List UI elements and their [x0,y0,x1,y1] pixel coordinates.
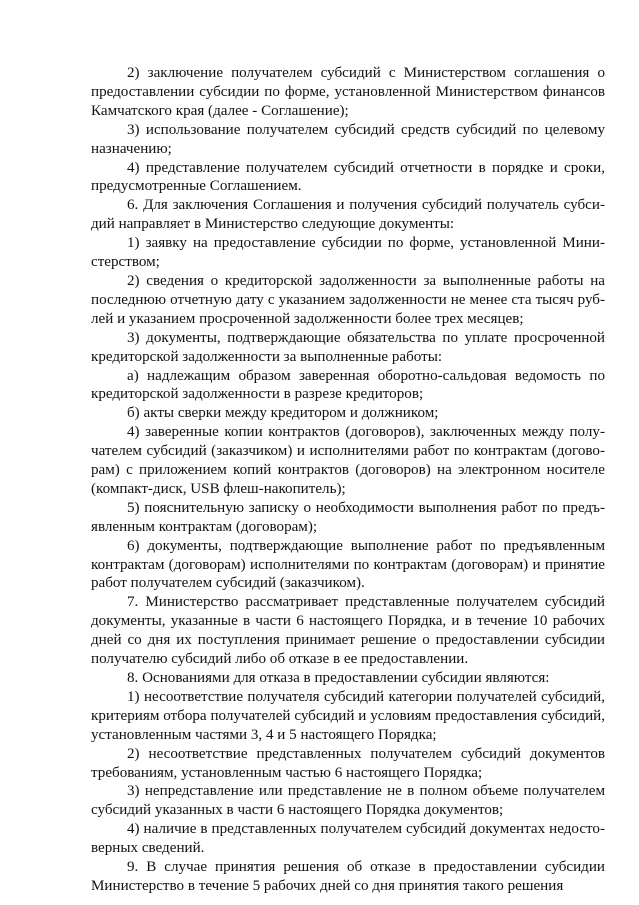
paragraph: 3) использование получателем субсидий средств субсидий по целевому назначению; [91,121,605,157]
paragraph: 5) пояснительную записку о необходимости выполнения работ по предъявленным контрактам (договорам); [91,499,605,535]
paragraph: 4) наличие в представленных получателем субсидий документах недостоверных сведений. [91,821,605,857]
paragraph: 6. Для заключения Соглашения и получения субсидий получатель субсидий направляет в Министерство следующие документы: [91,197,605,233]
paragraph: 4) заверенные копии контрактов (договоров), заключенных между получателем субсидий (заказчиком) и исполнителями работ по контрактам (договорам) с приложением копий контрактов (договоров) на электронном носителе (компакт-диск, USB флеш-накопитель); [91,424,605,497]
paragraph: 2) заключение получателем субсидий с Министерством соглашения о предоставлении субсидии по форме, установленной Министерством финансов Камчатского края (далее - Соглашение); [91,65,605,119]
paragraph: 4) представление получателем субсидий отчетности в порядке и сроки, предусмотренные Соглашением. [91,159,605,195]
paragraph: 3) непредставление или представление не в полном объеме получателем субсидий указанных в части 6 настоящего Порядка документов; [91,783,605,819]
paragraph: 7. Министерство рассматривает представленные получателем субсидий документы, указанные в части 6 настоящего Порядка, и в течение 10 рабочих дней со дня их поступления принимает решение о предоставлении субсидии получателю субсидий либо об отказе в ее предоставлении. [91,594,605,668]
paragraph: 1) заявку на предоставление субсидии по форме, установленной Министерством; [91,235,605,271]
paragraph: 9. В случае принятия решения об отказе в предоставлении субсидии Министерство в течение 5 рабочих дней со дня принятия такого решения [91,859,605,894]
paragraph: 8. Основаниями для отказа в предоставлении субсидии являются: [127,670,550,686]
document-body [91,64,605,896]
paragraph: 2) сведения о кредиторской задолженности за выполненные работы на последнюю отчетную дату с указанием задолженности не менее ста тысяч рублей и указанием просроченной задолженности более трех месяцев; [91,272,605,327]
paragraph: 2) несоответствие представленных получателем субсидий документов требованиям, установленным частью 6 настоящего Порядка; [91,745,605,781]
paragraph: 3) документы, подтверждающие обязательства по уплате просроченной кредиторской задолженности за выполненные работы: [91,329,605,365]
paragraph: 6) документы, подтверждающие выполнение работ по предъявленным контрактам (договорам) исполнителями по контрактам (договорам) и принятие работ получателем субсидий (заказчиком). [91,537,605,592]
paragraph: а) надлежащим образом заверенная оборотно-сальдовая ведомость по кредиторской задолженности в разрезе кредиторов; [91,367,605,403]
paragraph: б) акты сверки между кредитором и должником; [127,405,439,422]
paragraph: 1) несоответствие получателя субсидий категории получателей субсидий, критериям отбора получателей субсидий и условиям предоставления субсидий, установленным частями 3, 4 и 5 настоящего Порядка; [91,688,605,743]
